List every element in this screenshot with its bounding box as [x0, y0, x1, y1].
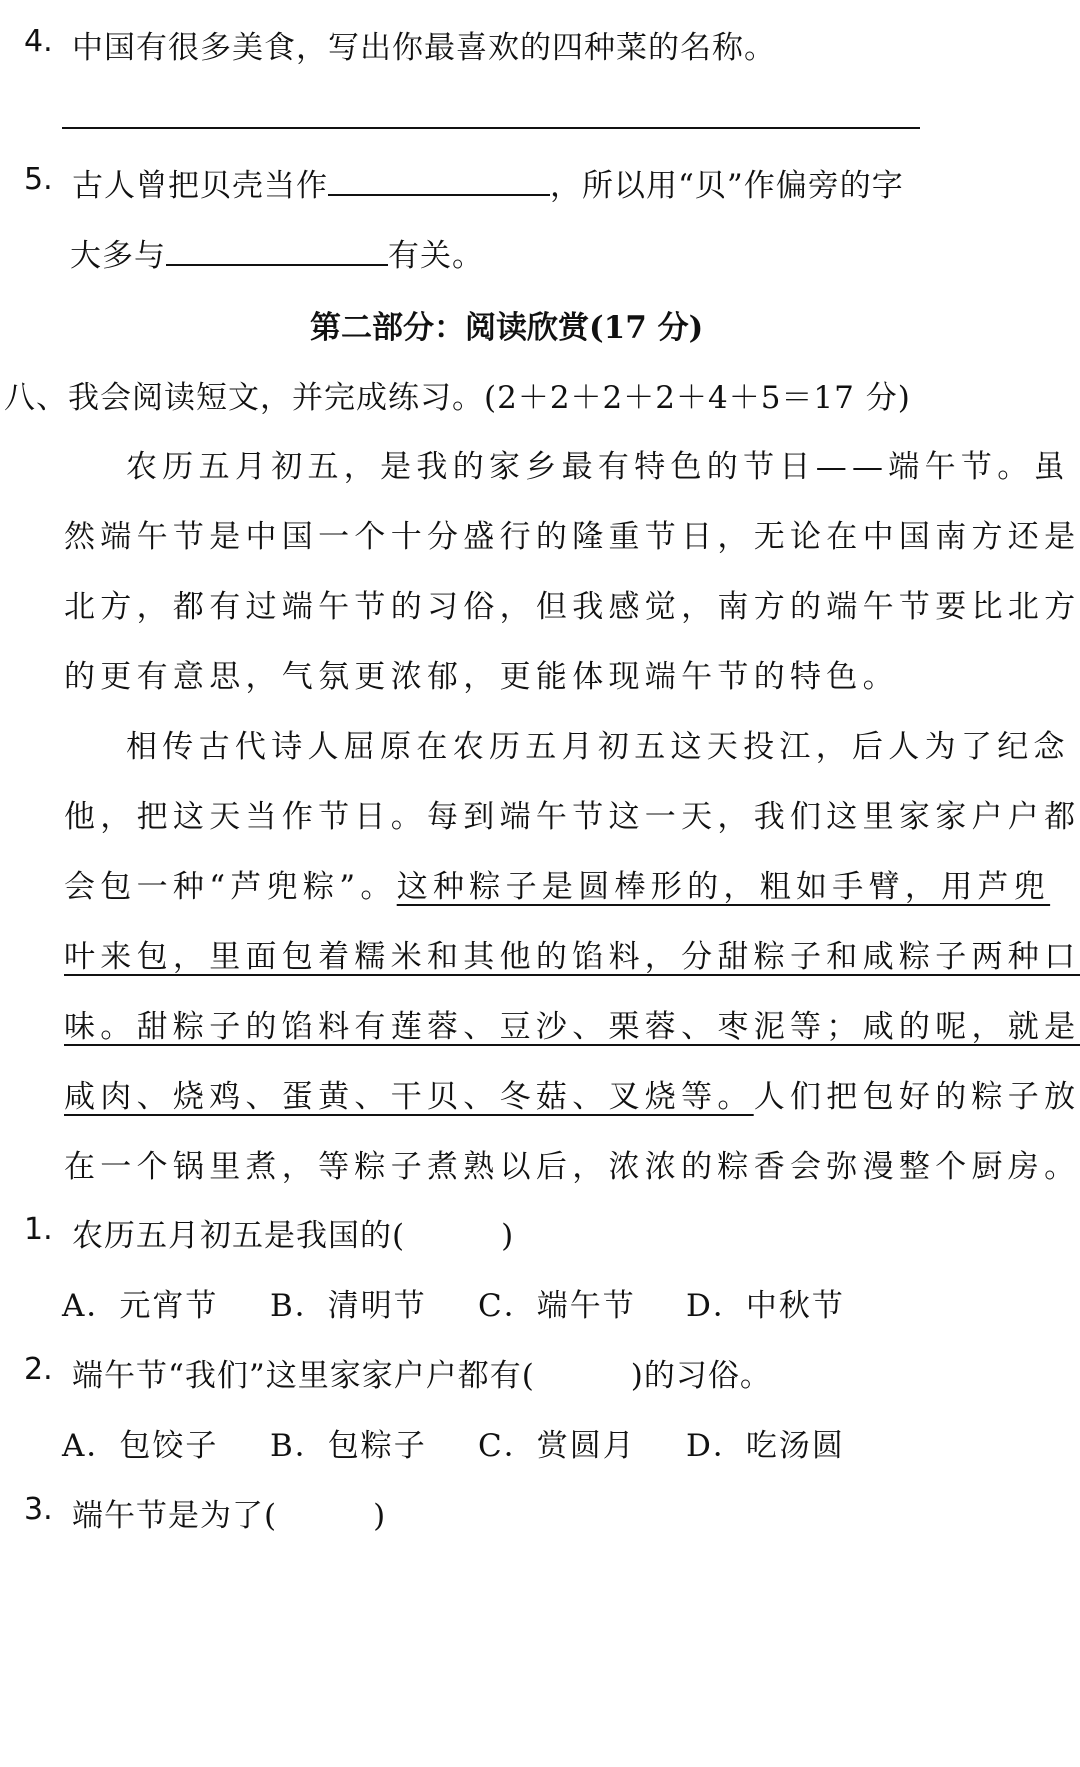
question-4-text: 中国有很多美食，写出你最喜欢的四种菜的名称。 [72, 30, 776, 66]
option-a[interactable]: A．包饺子 [62, 1428, 219, 1464]
option-b[interactable]: B．包粽子 [270, 1428, 427, 1464]
passage-line: 他，把这天当作节日。每到端午节这一天，我们这里家家户户都 [64, 799, 1080, 835]
underlined-sentence: 这种粽子是圆棒形的，粗如手臂，用芦兜 [396, 869, 1051, 905]
answer-line-q4[interactable] [62, 127, 920, 129]
passage-line: 相传古代诗人屈原在农历五月初五这天投江，后人为了纪念 [126, 729, 1070, 765]
option-b[interactable]: B．清明节 [270, 1288, 427, 1324]
reading-question-1-stem: 农历五月初五是我国的( ) [72, 1218, 515, 1254]
answer-blank-q5-2[interactable] [166, 234, 388, 266]
question-4-number: 4. [24, 24, 53, 59]
reading-question-1-number: 1. [24, 1212, 53, 1247]
question-5-line-2 [70, 230, 484, 275]
answer-blank-q5-1[interactable] [328, 164, 550, 196]
task-8-instruction: 八、我会阅读短文，并完成练习。(2＋2＋2＋2＋4＋5＝17 分) [4, 380, 911, 416]
passage-line [64, 861, 1050, 906]
reading-question-2-number: 2. [24, 1352, 53, 1387]
question-5-line-1 [72, 160, 904, 205]
option-a[interactable]: A．元宵节 [62, 1288, 219, 1324]
section-title: 第二部分：阅读欣赏(17 分) [310, 310, 704, 346]
underlined-sentence: 叶来包，里面包着糯米和其他的馅料，分甜粽子和咸粽子两种口 [64, 939, 1080, 975]
option-c[interactable]: C．赏圆月 [478, 1428, 636, 1464]
reading-question-2-stem: 端午节“我们”这里家家户户都有( )的习俗。 [72, 1358, 772, 1394]
question-5-part-2: ，所以用“贝”作偏旁的字 [550, 168, 904, 204]
question-5-part-4: 有关。 [388, 238, 484, 274]
underlined-sentence: 味。甜粽子的馅料有莲蓉、豆沙、栗蓉、枣泥等；咸的呢，就是 [64, 1009, 1080, 1045]
question-5-part-3: 大多与 [70, 238, 166, 274]
reading-question-3-stem: 端午节是为了( ) [72, 1498, 387, 1534]
passage-line: 的更有意思，气氛更浓郁，更能体现端午节的特色。 [64, 659, 899, 695]
passage-text: 会包一种“芦兜粽”。 [64, 869, 397, 905]
underlined-sentence: 咸肉、烧鸡、蛋黄、干贝、冬菇、叉烧等。 [64, 1079, 754, 1115]
passage-line [64, 1071, 1080, 1116]
passage-line [64, 931, 1080, 976]
passage-line: 在一个锅里煮，等粽子煮熟以后，浓浓的粽香会弥漫整个厨房。 [64, 1149, 1080, 1185]
question-5-number: 5. [24, 162, 53, 197]
passage-line: 然端午节是中国一个十分盛行的隆重节日，无论在中国南方还是 [64, 519, 1080, 555]
question-5-part-1: 古人曾把贝壳当作 [72, 168, 328, 204]
passage-line [64, 1001, 1080, 1046]
option-c[interactable]: C．端午节 [478, 1288, 636, 1324]
passage-line: 农历五月初五，是我的家乡最有特色的节日——端午节。虽 [126, 449, 1070, 485]
passage-text: 人们把包好的粽子放 [753, 1079, 1080, 1115]
option-d[interactable]: D．吃汤圆 [686, 1428, 845, 1464]
reading-question-3-number: 3. [24, 1492, 53, 1527]
option-d[interactable]: D．中秋节 [686, 1288, 845, 1324]
passage-line: 北方，都有过端午节的习俗，但我感觉，南方的端午节要比北方 [64, 589, 1080, 625]
